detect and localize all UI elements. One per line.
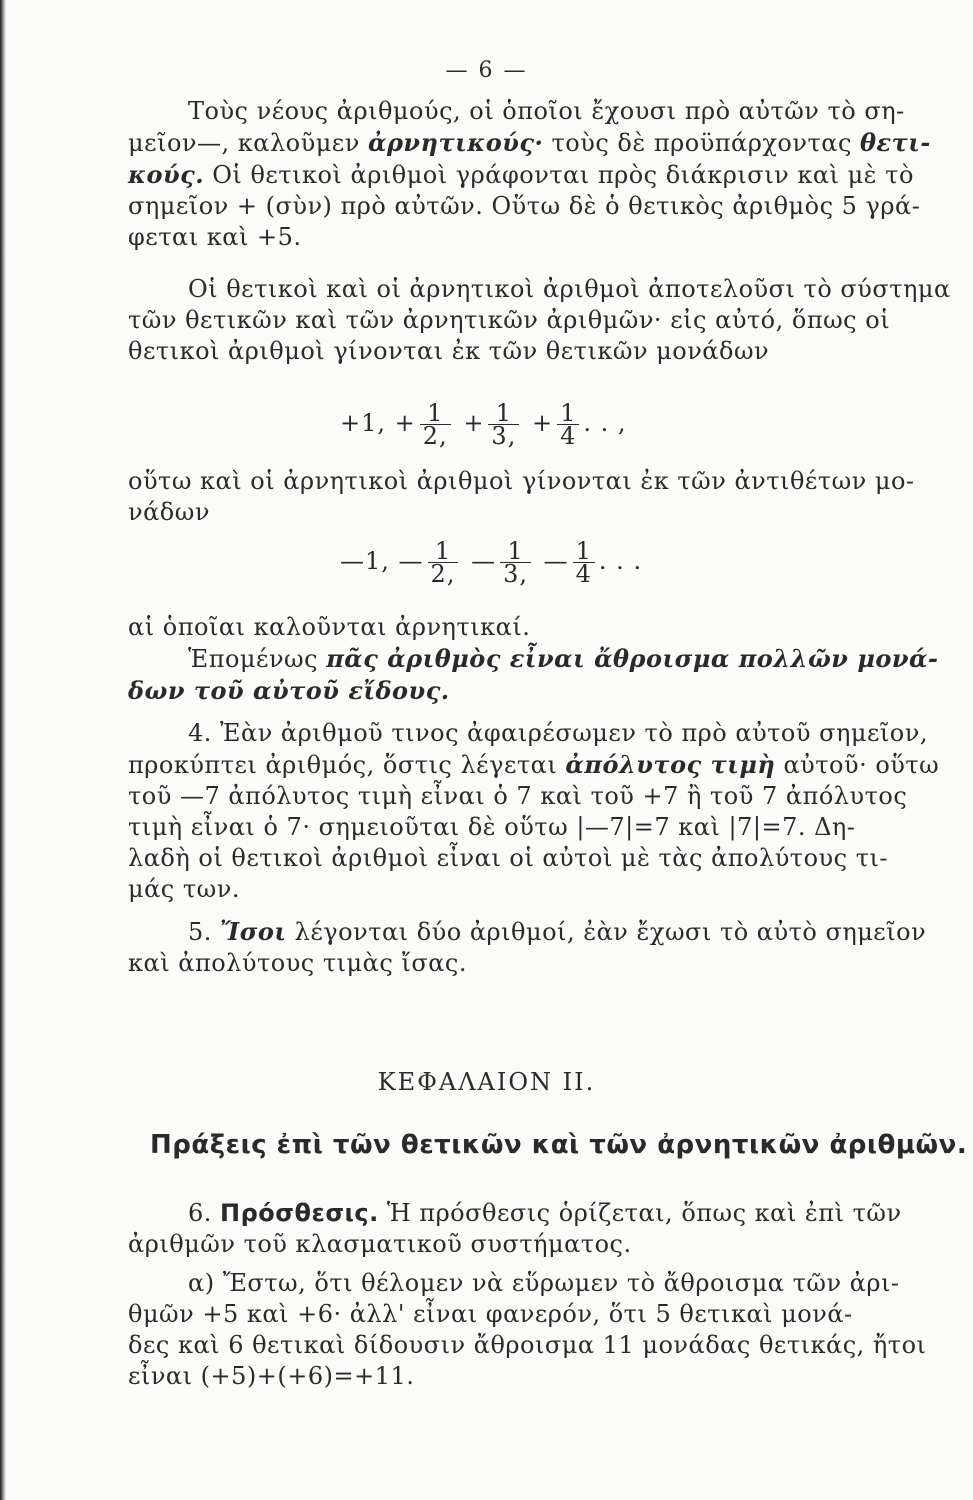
paragraph-negative-units (128, 466, 928, 528)
text-line: κούς. Οἱ θετικοὶ ἀριθμοὶ γράφονται πρὸς διάκρισιν καὶ μὲ τὸ (128, 160, 914, 189)
term-negative: ἀρνητικούς· (367, 128, 544, 157)
text-line: τοῦ —7 ἀπόλυτος τιμὴ εἶναι ὁ 7 καὶ τοῦ +7 ἢ τοῦ 7 ἀπόλυτος (128, 782, 908, 810)
paragraph-negative-numbers (128, 96, 931, 253)
text-line: μεῖον—, καλοῦμεν ἀρνητικούς· τοὺς δὲ προϋπάρχοντας θετι- (128, 128, 931, 157)
text-line: αἱ ὁποῖαι καλοῦνται ἀρνητικαί. (128, 613, 531, 641)
paragraph-equal-numbers (128, 916, 928, 979)
text-line: προκύπτει ἀριθμός, ὅστις λέγεται ἀπόλυτος τιμὴ αὐτοῦ· οὕτω (128, 750, 940, 779)
text-line: σημεῖον + (σὺν) πρὸ αὐτῶν. Οὕτω δὲ ὁ θετικὸς ἀριθμὸς 5 γρά- (128, 192, 921, 220)
text-line: ἀριθμῶν τοῦ κλασματικοῦ συστήματος. (128, 1230, 632, 1258)
term-sum-of-units: πᾶς ἀριθμὸς εἶναι ἄθροισμα πολλῶν μονά- (326, 644, 939, 673)
text-line: Ἑπομένως πᾶς ἀριθμὸς εἶναι ἄθροισμα πολλῶν μονά- (188, 644, 939, 673)
paragraph-consequently (128, 612, 939, 707)
paragraph-addition (128, 1198, 928, 1260)
text-line: 5. Ἴσοι λέγονται δύο ἀριθμοί, ἐὰν ἔχωσι τὸ αὐτὸ σημεῖον (188, 917, 927, 946)
text-line: 6. Πρόσθεσις. Ἡ πρόσθεσις ὁρίζεται, ὅπως καὶ ἐπὶ τῶν (188, 1199, 902, 1227)
chapter-title: ΚΕΦΑΛΑΙΟΝ ΙΙ. (377, 1068, 596, 1096)
text-line: φεται καὶ +5. (128, 223, 302, 251)
text-line: δες καὶ 6 θετικαὶ δίδουσιν ἄθροισμα 11 μονάδας θετικάς, ἤτοι (128, 1331, 927, 1359)
formula-positive-units: +1, + $\frac{1}{2,}$ + $\frac{1}{3,}$ + $\frac{1}{4}$ . . , (340, 399, 627, 450)
text-line: α) Ἔστω, ὅτι θέλομεν νὰ εὕρωμεν τὸ ἄθροισμα τῶν ἀρι- (188, 1269, 900, 1297)
paragraph-number-system (128, 274, 951, 367)
text-line: 4. Ἐὰν ἀριθμοῦ τινος ἀφαιρέσωμεν τὸ πρὸ αὐτοῦ σημεῖον, (188, 719, 928, 747)
text-line: Οἱ θετικοὶ καὶ οἱ ἀρνητικοὶ ἀριθμοὶ ἀποτελοῦσι τὸ σύστημα (188, 275, 951, 303)
text-line: Τοὺς νέους ἀριθμούς, οἱ ὁποῖοι ἔχουσι πρὸ αὐτῶν τὸ ση- (188, 97, 905, 125)
page-number: — 6 — (445, 58, 528, 83)
term-positive: θετι- (860, 128, 931, 157)
term-addition: Πρόσθεσις. (220, 1199, 379, 1227)
text-line: λαδὴ οἱ θετικοὶ ἀριθμοὶ εἶναι οἱ αὐτοὶ μὲ τὰς ἀπολύτους τι- (128, 844, 888, 872)
text-line: τιμὴ εἶναι ὁ 7· σημειοῦται δὲ οὕτω |—7|=7 καὶ |7|=7. Δη- (128, 813, 856, 841)
text-line: θμῶν +5 καὶ +6· ἀλλ' εἶναι φανερόν, ὅτι 5 θετικαὶ μονά- (128, 1300, 853, 1328)
text-line: καὶ ἀπολύτους τιμὰς ἴσας. (128, 949, 467, 977)
term-equal: Ἴσοι (220, 917, 287, 946)
text-line: θετικοὶ ἀριθμοὶ γίνονται ἐκ τῶν θετικῶν μονάδων (128, 337, 770, 365)
text-line: νάδων (128, 498, 210, 526)
text-line: τῶν θετικῶν καὶ τῶν ἀρνητικῶν ἀριθμῶν· εἰς αὐτό, ὅπως οἱ (128, 306, 891, 334)
chapter-subtitle: Πράξεις ἐπὶ τῶν θετικῶν καὶ τῶν ἀρνητικῶν ἀριθμῶν. (150, 1130, 968, 1160)
formula-negative-units: —1, — $\frac{1}{2,}$ — $\frac{1}{3,}$ — $\frac{1}{4}$ . . . (340, 537, 643, 588)
text-line: εἶναι (+5)+(+6)=+11. (128, 1362, 415, 1390)
paragraph-absolute-value (128, 718, 940, 905)
text-line: μάς των. (128, 875, 240, 903)
term-absolute-value: ἀπόλυτος τιμὴ (565, 750, 776, 779)
text-line: οὕτω καὶ οἱ ἀρνητικοὶ ἀριθμοὶ γίνονται ἐκ τῶν ἀντιθέτων μο- (128, 467, 915, 495)
paragraph-example-a (128, 1268, 928, 1392)
text-line: δων τοῦ αὐτοῦ εἴδους. (128, 676, 450, 705)
